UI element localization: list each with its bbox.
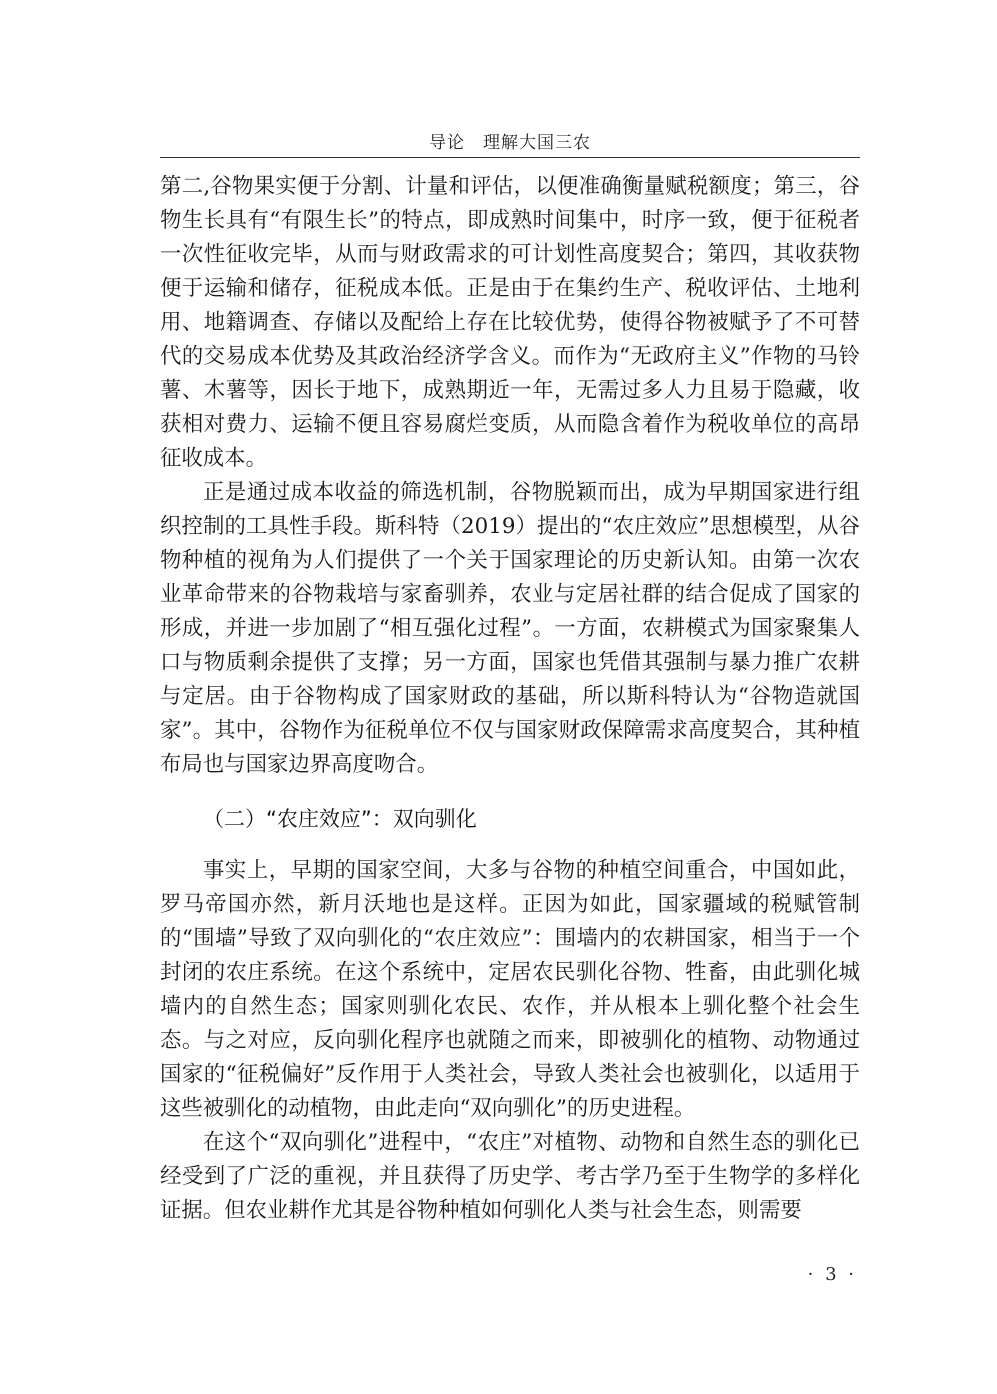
header-rule <box>160 157 860 158</box>
paragraph-farm-effect-model: 正是通过成本收益的筛选机制，谷物脱颖而出，成为早期国家进行组织控制的工具性手段。斯科特（2019）提出的“农庄效应”思想模型，从谷物种植的视角为人们提供了一个关于国家理论的历史新认知。由第一次农业革命带来的谷物栽培与家畜驯养，农业与定居社群的结合促成了国家的形成，并进一步加剧了“相互强化过程”。一方面，农耕模式为国家聚集人口与物质剩余提供了支撑；另一方面，国家也凭借其强制与暴力推广农耕与定居。由于谷物构成了国家财政的基础，所以斯科特认为“谷物造就国家”。其中，谷物作为征税单位不仅与国家财政保障需求高度契合，其种植布局也与国家边界高度吻合。 <box>160 480 860 777</box>
paragraph-domestication-evidence: 在这个“双向驯化”进程中，“农庄”对植物、动物和自然生态的驯化已经受到了广泛的重视，并且获得了历史学、考古学乃至于生物学的多样化证据。但农业耕作尤其是谷物种植如何驯化人类与社会生态，则需要 <box>160 1130 860 1223</box>
paragraph-double-domestication: 事实上，早期的国家空间，大多与谷物的种植空间重合，中国如此，罗马帝国亦然，新月沃地也是这样。正因为如此，国家疆域的税赋管制的“围墙”导致了双向驯化的“农庄效应”：围墙内的农耕国家，相当于一个封闭的农庄系统。在这个系统中，定居农民驯化谷物、牲畜，由此驯化城墙内的自然生态；国家则驯化农民、农作，并从根本上驯化整个社会生态。与之对应，反向驯化程序也就随之而来，即被驯化的植物、动物通过国家的“征税偏好”反作用于人类社会，导致人类社会也被驯化，以适用于这些被驯化的动植物，由此走向“双向驯化”的历史进程。 <box>160 858 860 1121</box>
body-text <box>160 170 860 1228</box>
page-number: · 3 · <box>807 1264 857 1285</box>
running-header-title: 导论 理解大国三农 <box>429 133 591 153</box>
paragraph-continuation: 第二,谷物果实便于分割、计量和评估，以便准确衡量赋税额度；第三，谷物生长具有“有限生长”的特点，即成熟时间集中，时序一致，便于征税者一次性征收完毕，从而与财政需求的可计划性高度契合；第四，其收获物便于运输和储存，征税成本低。正是由于在集约生产、税收评估、土地利用、地籍调查、存储以及配给上存在比较优势，使得谷物被赋予了不可替代的交易成本优势及其政治经济学含义。而作为“无政府主义”作物的马铃薯、木薯等，因长于地下，成熟期近一年，无需过多人力且易于隐藏，收获相对费力、运输不便且容易腐烂变质，从而隐含着作为税收单位的高昂征收成本。 <box>160 174 860 471</box>
section-heading: （二）“农庄效应”：双向驯化 <box>203 807 477 831</box>
